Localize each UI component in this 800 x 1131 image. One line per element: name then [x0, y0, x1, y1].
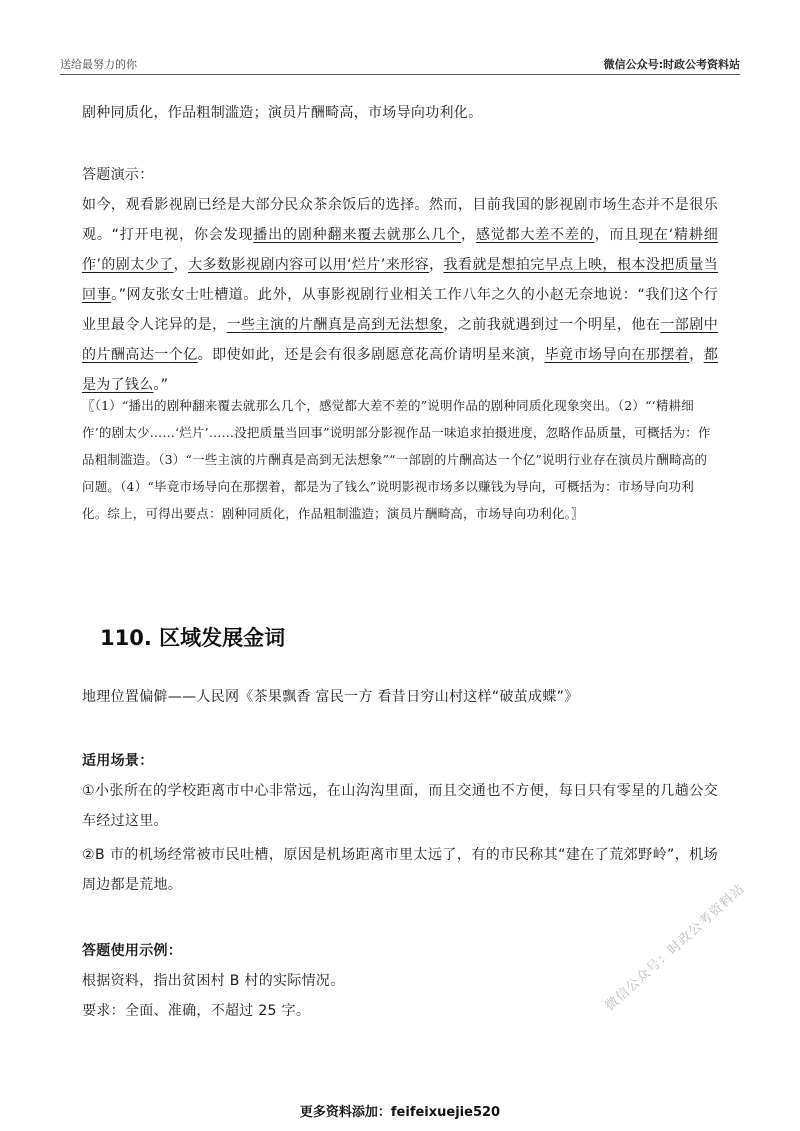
demo-highlight: 一部剧中的片酬高达一个亿 [82, 317, 719, 363]
demo-text: 。即使如此，还是会有很多剧愿意花高价请明星来演， [197, 347, 545, 363]
demo-highlight: 毕竟市场导向在那摆着 [544, 347, 690, 363]
example-label: 答题使用示例： [82, 943, 183, 959]
scene-item-2: ②B 市的机场经常被市民吐槽，原因是机场距离市里太远了，有的市民称其“建在了荒郊野岭”，机场周边都是荒地。 [82, 847, 718, 893]
demo-text: ， [173, 257, 189, 273]
header-wechat: 微信公众号:时政公考资料站 [603, 58, 740, 71]
demo-text: ，而且 [594, 227, 640, 243]
demo-text: 如今，观看影视剧已经是大部分民众茶余饭后的选择。然而，目前我国的影视剧市场生态并不是很乐观。“打开电视，你会发现 [82, 197, 718, 243]
example-requirement: 要求：全面、准确，不超过 25 字。 [82, 1003, 311, 1019]
demo-paragraph [82, 190, 718, 400]
term-line: 地理位置偏僻——人民网《茶果飘香 富民一方 看昔日穷山村这样“破茧成蝶”》 [82, 689, 579, 705]
scene-item-1: ①小张所在的学校距离市中心非常远，在山沟沟里面，而且交通也不方便，每日只有零星的几趟公交车经过这里。 [82, 783, 718, 829]
demo-highlight: 播出的剧种翻来覆去就那么几个 [253, 227, 462, 243]
analysis-note: 〖（1）“播出的剧种翻来覆去就那么几个，感觉都大差不差的”说明作品的剧种同质化现象突出。（2）“‘精耕细作’的剧太少……‘烂片’……没把质量当回事”说明部分影视作品一味追求拍摄进度，忽略作品质量，可概括为：作品粗制滥造。（3）“一些主演的片酬真是高到无法想象”“一部剧的片酬高达一个亿”说明行业存在演员片酬畸高的问题。（4）“毕竟市场导向在那摆着，都是为了钱么”说明影视市场多以赚钱为导向，可概括为：市场导向功利化。综上，可得出要点：剧种同质化，作品粗制滥造；演员片酬畸高，市场导向功利化。〗 [82, 398, 711, 521]
scenes-label: 适用场景： [82, 753, 154, 769]
demo-text: ， [689, 347, 704, 363]
watermark: 微信公众号：时政公考资料站 [602, 881, 748, 1015]
demo-highlight: 一些主演的片酬真是高到无法想象 [226, 317, 444, 333]
demo-text: ， [429, 257, 444, 273]
demo-text: 。”网友张女士吐槽道。此外，从事影视剧行业相关工作八年之久的小赵无奈地说：“我们这个行业里最令人诧异的是， [82, 287, 719, 333]
demo-text: ， [461, 227, 476, 243]
demo-text: 。” [153, 377, 169, 393]
example-question: 根据资料，指出贫困村 B 村的实际情况。 [82, 973, 345, 989]
demo-highlight: 大多数影视剧内容可以用‘烂片’来形容 [188, 257, 430, 273]
demo-highlight: 现在‘精耕细作’的剧太少了 [82, 227, 719, 273]
header-slogan: 送给最努力的你 [60, 58, 137, 71]
demo-text: ，之前我就遇到过一个明星，他在 [443, 317, 661, 333]
page-footer: 更多资料添加：feifeixuejie520 [299, 1105, 501, 1120]
demo-highlight: 感觉都大差不差的 [475, 227, 595, 243]
intro-summary: 剧种同质化，作品粗制滥造；演员片酬畸高，市场导向功利化。 [82, 105, 483, 121]
demo-highlight: 都是为了钱么 [82, 347, 719, 393]
demo-label: 答题演示： [82, 167, 154, 183]
section-title: 110. 区域发展金词 [100, 626, 286, 650]
demo-highlight: 我看就是想拍完早点上映，根本没把质量当回事 [82, 257, 718, 303]
page-header [60, 52, 740, 75]
